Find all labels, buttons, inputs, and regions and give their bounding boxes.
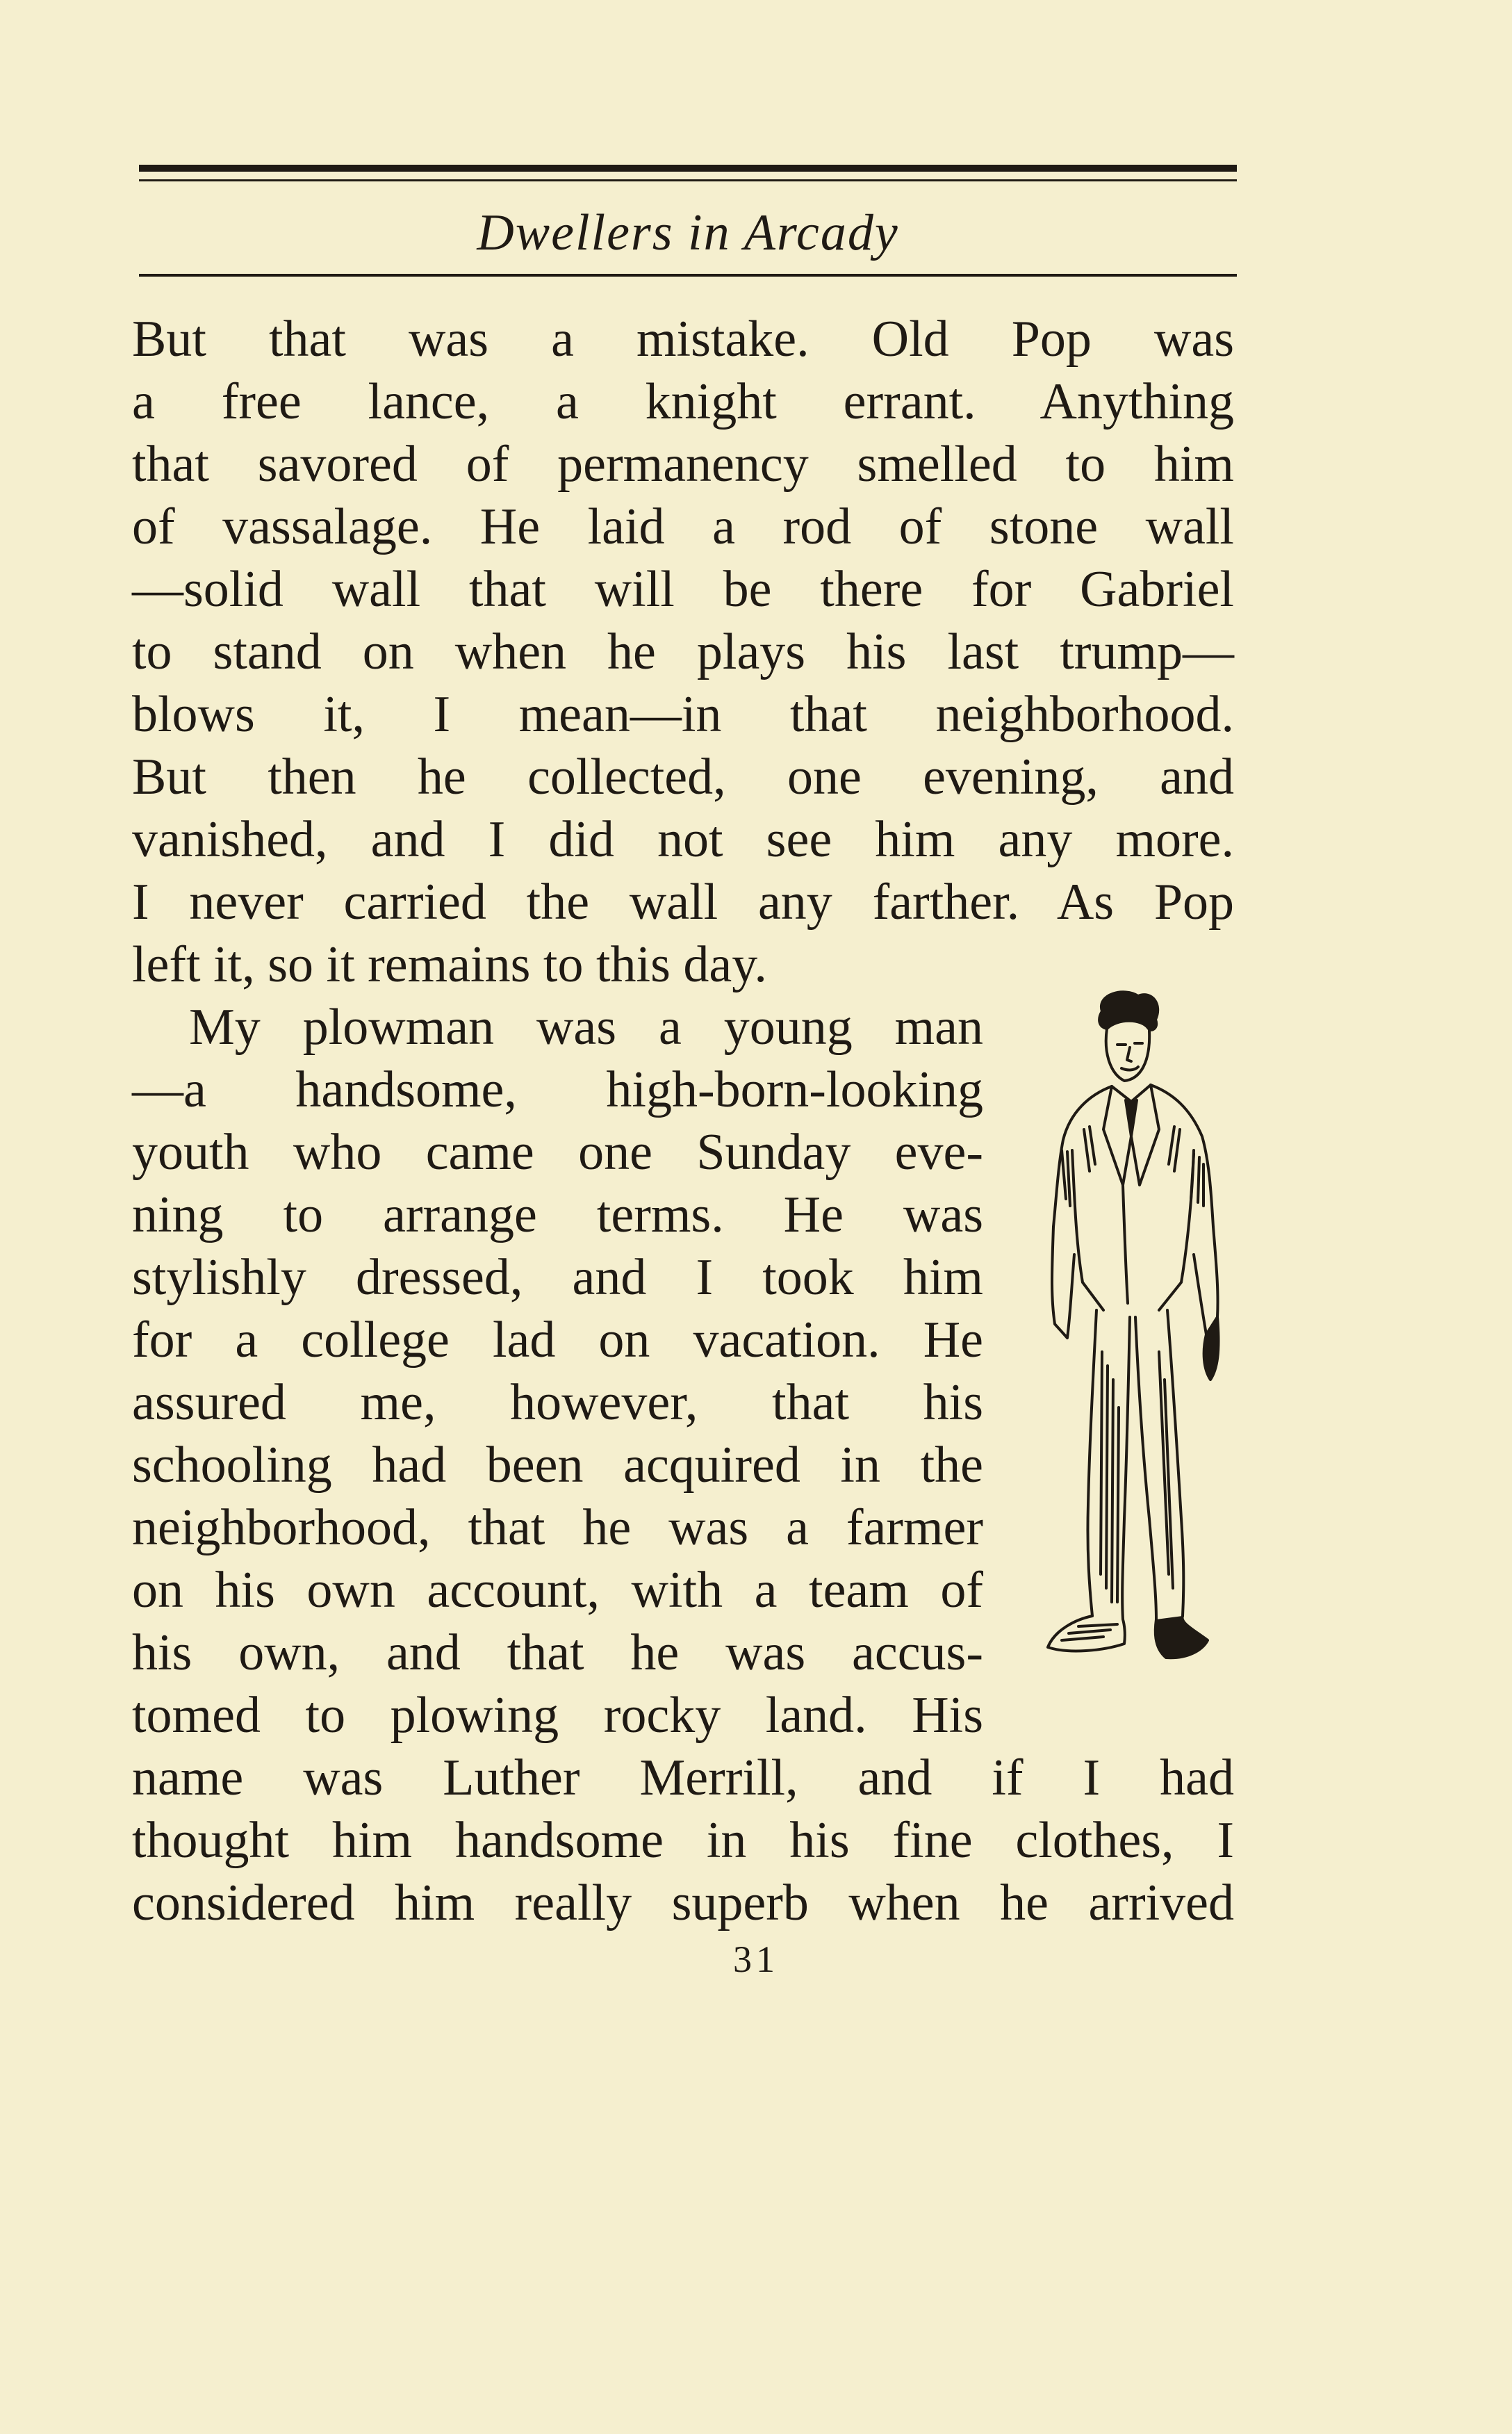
text-line: stylishly dressed, and I took him: [132, 1249, 983, 1306]
text-line: assured me, however, that his: [132, 1374, 983, 1431]
text-line: —a handsome, high-born-looking: [132, 1061, 983, 1118]
text-line: But that was a mistake. Old Pop was: [132, 311, 1234, 368]
text-line: his own, and that he was accus-: [132, 1624, 983, 1681]
text-line: a free lance, a knight errant. Anything: [132, 373, 1234, 430]
text-line: neighborhood, that he was a farmer: [132, 1499, 983, 1556]
text-line: My plowman was a young man: [189, 999, 983, 1056]
text-line: of vassalage. He laid a rod of stone wall: [132, 498, 1234, 555]
young-man-illustration: [1020, 990, 1242, 1699]
text-line: —solid wall that will be there for Gabriel: [132, 561, 1234, 618]
text-line: considered him really superb when he arrived: [132, 1874, 1234, 1931]
text-line: vanished, and I did not see him any more.: [132, 811, 1234, 868]
header-rule-thick: [139, 165, 1237, 172]
text-line: left it, so it remains to this day.: [132, 936, 767, 993]
text-line: that savored of permanency smelled to him: [132, 436, 1234, 493]
text-line: for a college lad on vacation. He: [132, 1312, 983, 1369]
text-line: tomed to plowing rocky land. His: [132, 1687, 983, 1744]
text-line: blows it, I mean—in that neighborhood.: [132, 686, 1234, 743]
running-title: Dwellers in Arcady: [477, 204, 899, 261]
text-line: thought him handsome in his fine clothes, I: [132, 1812, 1234, 1869]
header-rule-thin: [139, 179, 1237, 181]
text-line: ning to arrange terms. He was: [132, 1186, 983, 1243]
header-rule-bottom: [139, 274, 1237, 277]
text-line: on his own account, with a team of: [132, 1562, 983, 1619]
text-line: I never carried the wall any farther. As Pop: [132, 874, 1234, 931]
text-line: youth who came one Sunday eve-: [132, 1124, 983, 1181]
page-number: 31: [733, 1938, 779, 1980]
text-line: But then he collected, one evening, and: [132, 749, 1234, 806]
text-line: to stand on when he plays his last trump—: [132, 623, 1234, 680]
text-line: schooling had been acquired in the: [132, 1437, 983, 1494]
text-line: name was Luther Merrill, and if I had: [132, 1749, 1234, 1806]
